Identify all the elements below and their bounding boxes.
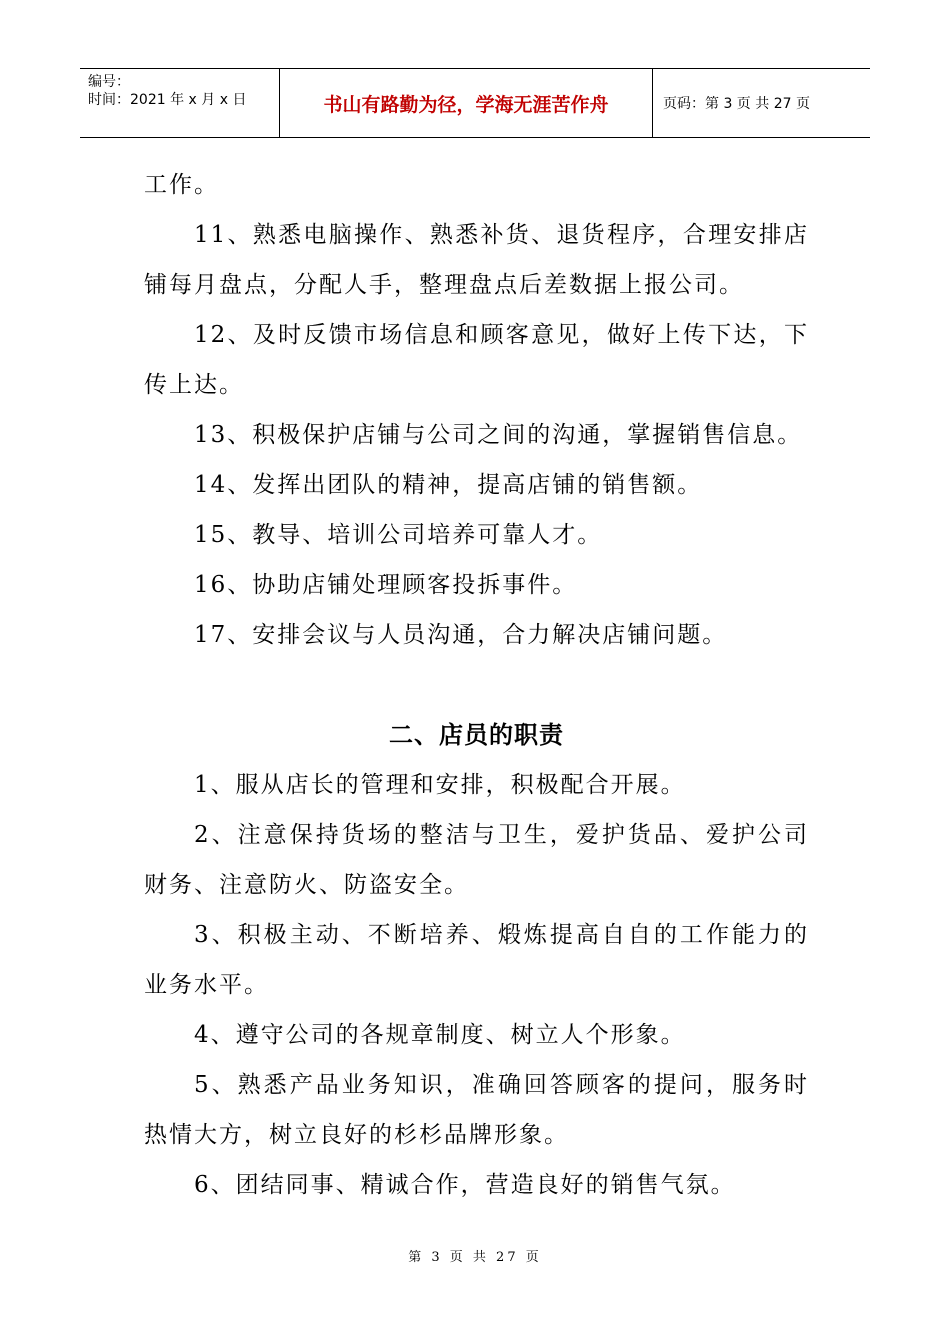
- clerk-duty-2: 2、注意保持货场的整洁与卫生，爱护货品、爱护公司财务、注意防火、防盗安全。: [144, 822, 809, 898]
- duty-item-15: 15、教导、培训公司培养可靠人才。: [194, 522, 603, 548]
- clerk-duty-6: 6、团结同事、精诚合作，营造良好的销售气氛。: [194, 1172, 736, 1198]
- duty-item-12: 12、及时反馈市场信息和顾客意见，做好上传下达，下传上达。: [144, 322, 809, 398]
- document-time-label: 时间：2021 年 x 月 x 日: [88, 92, 247, 108]
- duty-item-16: 16、协助店铺处理顾客投拆事件。: [194, 572, 578, 598]
- header-page-info: 页码：第 3 页 共 27 页: [663, 96, 810, 112]
- page-footer: 第 3 页 共 27 页: [408, 1250, 542, 1265]
- duty-item-13: 13、积极保护店铺与公司之间的沟通，掌握销售信息。: [194, 422, 803, 448]
- duty-item-17: 17、安排会议与人员沟通，合力解决店铺问题。: [194, 622, 728, 648]
- header-motto: 书山有路勤为径，学海无涯苦作舟: [280, 69, 653, 137]
- header-meta: [80, 69, 280, 137]
- document-number-label: 编号：: [88, 74, 130, 90]
- paragraph: 工作。: [144, 172, 219, 198]
- duty-item-14: 14、发挥出团队的精神，提高店铺的销售额。: [194, 472, 703, 498]
- clerk-duty-3: 3、积极主动、不断培养、煅炼提高自自的工作能力的业务水平。: [144, 922, 809, 998]
- clerk-duty-5: 5、熟悉产品业务知识，准确回答顾客的提问，服务时热情大方，树立良好的杉杉品牌形象。: [144, 1072, 809, 1148]
- duty-item-11: 11、熟悉电脑操作、熟悉补货、退货程序，合理安排店铺每月盘点，分配人手，整理盘点后差数据上报公司。: [144, 222, 809, 298]
- clerk-duty-1: 1、服从店长的管理和安排，积极配合开展。: [194, 772, 686, 798]
- document-body: [144, 160, 809, 1210]
- clerk-duty-4: 4、遵守公司的各规章制度、树立人个形象。: [194, 1022, 686, 1048]
- section-title: 二、店员的职责: [389, 721, 564, 749]
- page-header: [80, 68, 870, 138]
